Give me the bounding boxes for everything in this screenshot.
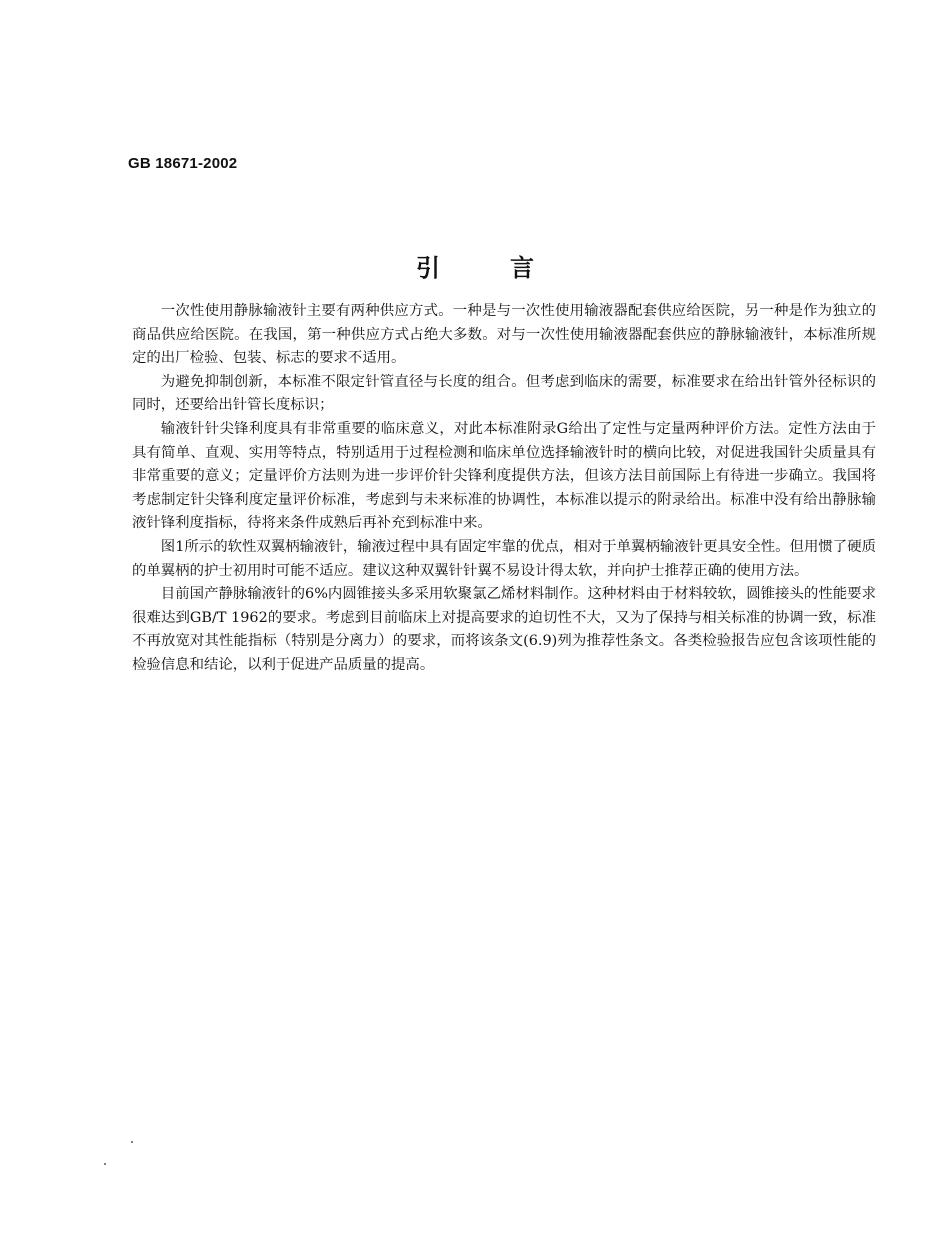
scan-speck (104, 1163, 106, 1165)
paragraph-supply-methods: 一次性使用静脉输液针主要有两种供应方式。一种是与一次性使用输液器配套供应给医院，另一种是作为独立的商品供应给医院。在我国，第一种供应方式占绝大多数。对与一次性使用输液器配套供应的静脉输液针，本标准所规定的出厂检验、包装、标志的要求不适用。 (132, 303, 876, 367)
paragraph-sharpness: 输液针针尖锋利度具有非常重要的临床意义，对此本标准附录G给出了定性与定量两种评价方法。定性方法由于具有简单、直观、实用等特点，特别适用于过程检测和临床单位选择输液针时的横向比较，对促进我国针尖质量具有非常重要的意义；定量评价方法则为进一步评价针尖锋利度提供方法，但该方法目前国际上有待进一步确立。我国将考虑制定针尖锋利度定量评价标准，考虑到与未来标准的协调性，本标准以提示的附录给出。标准中没有给出静脉输液针锋利度指标，待将来条件成熟后再补充到标准中来。 (132, 420, 876, 532)
body-text (132, 300, 876, 678)
page-title: 引言 (416, 254, 604, 282)
paragraph-conical-fitting: 目前国产静脉输液针的6%内圆锥接头多采用软聚氯乙烯材料制作。这种材料由于材料较软，圆锥接头的性能要求很难达到GB/T 1962的要求。考虑到目前临床上对提高要求的迫切性不大，又为了保持与相关标准的协调一致，标准不再放宽对其性能指标（特别是分离力）的要求，而将该条文(6.9)列为推荐性条文。各类检验报告应包含该项性能的检验信息和结论，以利于促进产品质量的提高。 (132, 586, 876, 673)
paragraph-double-wing: 图1所示的软性双翼柄输液针，输液过程中具有固定牢靠的优点，相对于单翼柄输液针更具安全性。但用惯了硬质的单翼柄的护士初用时可能不适应。建议这种双翼针针翼不易设计得太软，并向护士推荐正确的使用方法。 (132, 538, 876, 579)
paragraph-innovation: 为避免抑制创新，本标准不限定针管直径与长度的组合。但考虑到临床的需要，标准要求在给出针管外径标识的同时，还要给出针管长度标识； (132, 373, 876, 414)
standard-number: GB 18671-2002 (128, 155, 238, 172)
scan-speck (131, 1141, 133, 1143)
